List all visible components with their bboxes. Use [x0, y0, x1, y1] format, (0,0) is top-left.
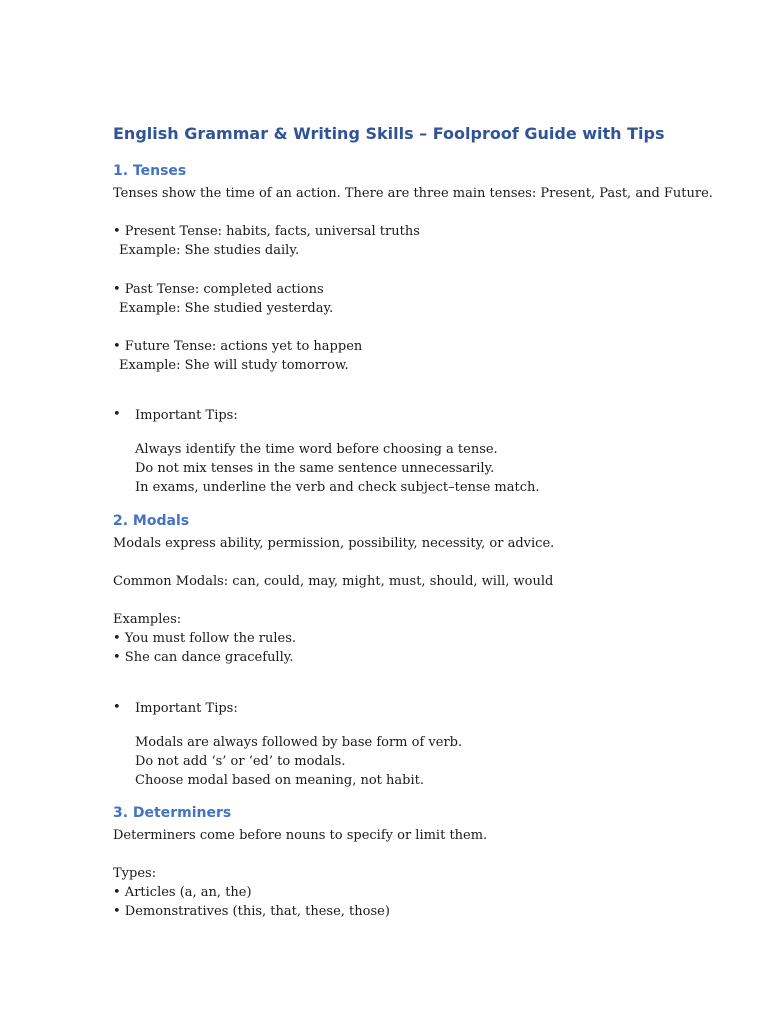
modals-examples-label: Examples:	[113, 612, 182, 627]
tenses-past-example: Example: She studied yesterday.	[119, 301, 334, 316]
modals-example-item: • You must follow the rules.	[113, 631, 297, 646]
modals-tip-item: Modals are always followed by base form of verb.	[135, 735, 463, 750]
tenses-intro: Tenses show the time of an action. There are three main tenses: Present, Past, and Future.	[113, 186, 713, 201]
modals-tip-item: Choose modal based on meaning, not habit.	[135, 773, 424, 788]
tenses-tip-item: In exams, underline the verb and check subject–tense match.	[135, 480, 540, 495]
tenses-tips-bullet: •	[113, 407, 121, 422]
modals-intro: Modals express ability, permission, possibility, necessity, or advice.	[113, 536, 555, 551]
section-heading-tenses: 1. Tenses	[113, 163, 187, 179]
modals-example-item: • She can dance gracefully.	[113, 650, 294, 665]
tenses-present-example: Example: She studies daily.	[119, 243, 300, 258]
section-heading-determiners: 3. Determiners	[113, 805, 232, 821]
tenses-future-item: • Future Tense: actions yet to happen	[113, 339, 363, 354]
tenses-tip-item: Do not mix tenses in the same sentence unnecessarily.	[135, 461, 495, 476]
modals-tip-item: Do not add ‘s’ or ‘ed’ to modals.	[135, 754, 346, 769]
tenses-tip-item: Always identify the time word before choosing a tense.	[135, 442, 498, 457]
document-page	[113, 0, 713, 1024]
determiners-intro: Determiners come before nouns to specify or limit them.	[113, 828, 488, 843]
modals-tips-label: Important Tips:	[135, 701, 238, 716]
determiners-type-item: • Demonstratives (this, that, these, those)	[113, 904, 390, 919]
determiners-types-label: Types:	[113, 866, 157, 881]
modals-tips-bullet: •	[113, 700, 121, 715]
document-title: English Grammar & Writing Skills – Foolproof Guide with Tips	[113, 124, 665, 143]
tenses-past-item: • Past Tense: completed actions	[113, 282, 324, 297]
tenses-present-item: • Present Tense: habits, facts, universal truths	[113, 224, 420, 239]
tenses-tips-label: Important Tips:	[135, 408, 238, 423]
section-heading-modals: 2. Modals	[113, 513, 190, 529]
determiners-type-item: • Articles (a, an, the)	[113, 885, 252, 900]
tenses-future-example: Example: She will study tomorrow.	[119, 358, 349, 373]
modals-common: Common Modals: can, could, may, might, must, should, will, would	[113, 574, 554, 589]
